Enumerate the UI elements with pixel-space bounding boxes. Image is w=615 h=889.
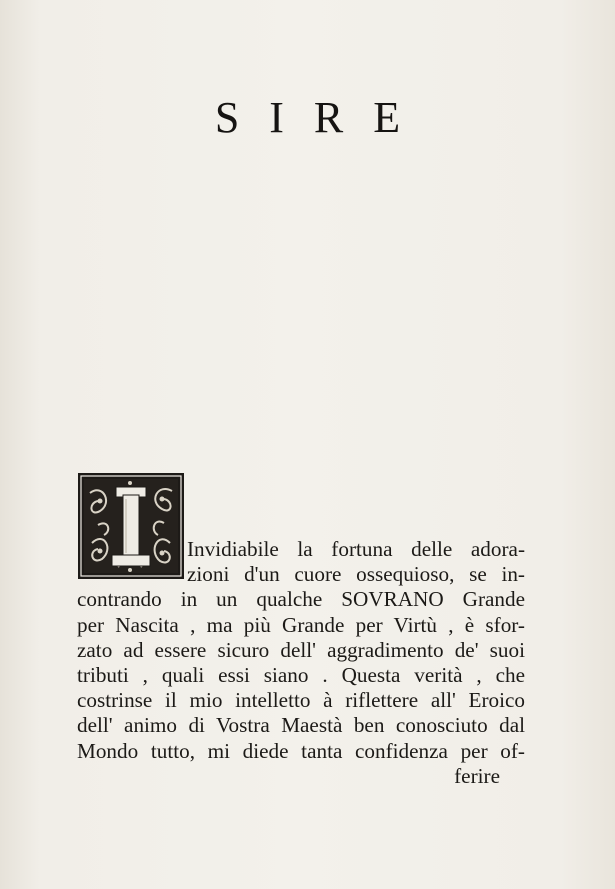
text-line: contrando in un qualche SOVRANO Grande: [77, 587, 525, 612]
text-line: dell' animo di Vostra Maestà ben conosciuto dal: [77, 713, 525, 738]
page-title: SIRE: [214, 93, 431, 142]
text-line: zato ad essere sicuro dell' aggradimento de' suoi: [77, 637, 525, 662]
text-line: zioni d'un cuore ossequioso, se in-: [187, 562, 525, 587]
text-line: costrinse il mio intelletto à riflettere all' Eroico: [77, 688, 525, 713]
text-line-catchword: ferire: [454, 763, 500, 788]
body-text: [77, 537, 525, 789]
text-line: per Nascita , ma più Grande per Virtù , è sfor-: [77, 612, 525, 637]
text-line: Mondo tutto, mi diede tanta confidenza per of-: [77, 738, 525, 763]
text-line: tributi , quali essi siano . Questa verità , che: [77, 662, 525, 687]
text-line: Invidiabile la fortuna delle adora-: [187, 537, 525, 561]
